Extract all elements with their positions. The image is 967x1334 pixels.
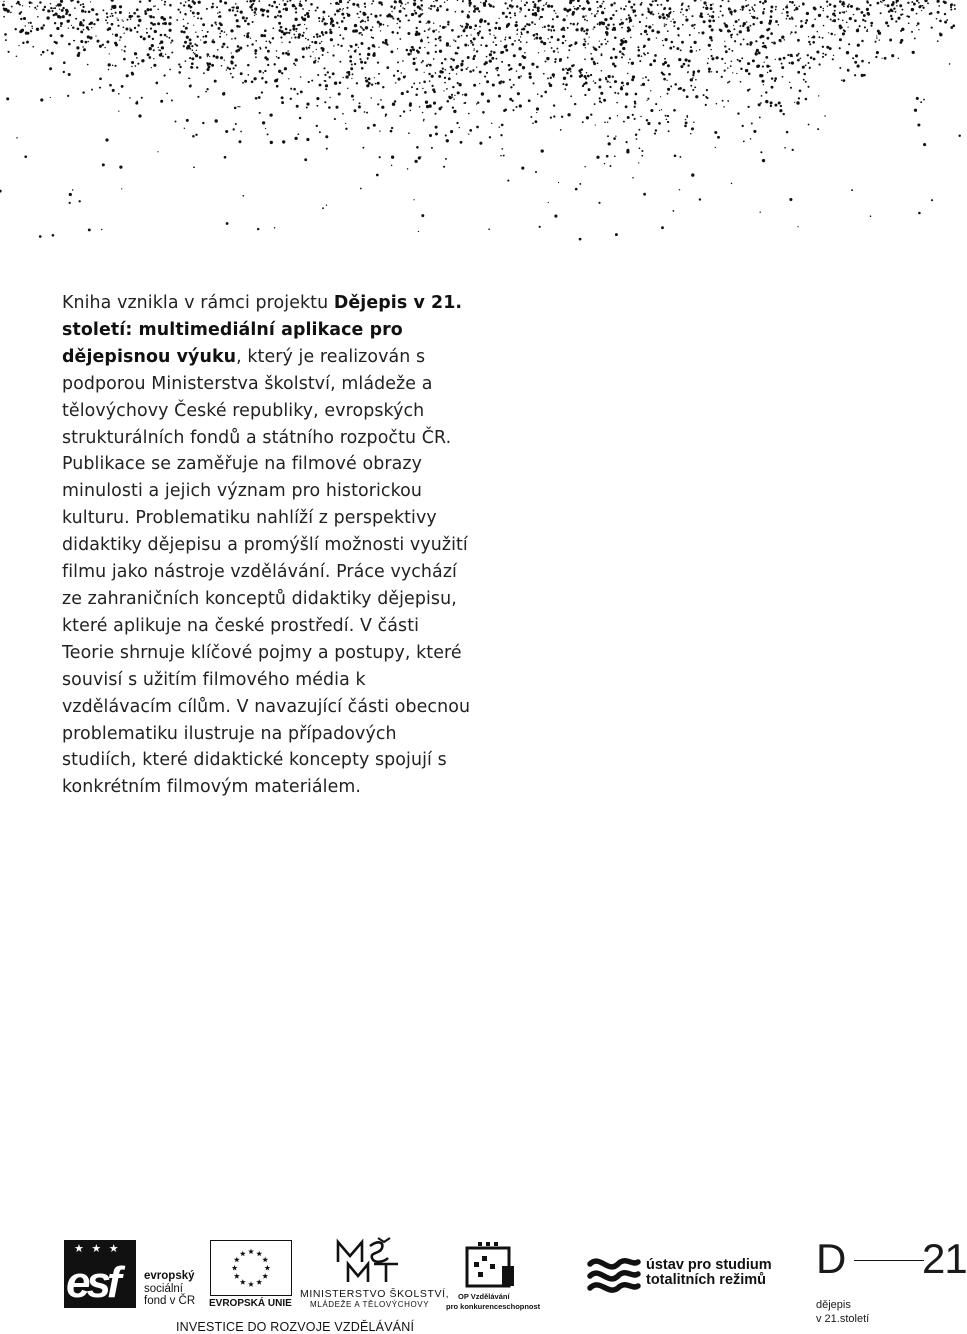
esf-mark xyxy=(64,1240,136,1308)
star-icon: ★ ★ ★ xyxy=(74,1242,121,1255)
ustr-logo xyxy=(586,1250,776,1298)
op-line-1: OP Vzdělávání xyxy=(458,1292,510,1301)
ustr-label xyxy=(646,1258,772,1288)
esf-label xyxy=(144,1270,195,1308)
esf-line-1: evropský xyxy=(144,1270,195,1282)
esf-line-2: sociální xyxy=(144,1282,183,1295)
ustr-line-2: totalitních režimů xyxy=(646,1272,767,1288)
esf-logo xyxy=(64,1240,204,1310)
ustr-waves-icon xyxy=(586,1254,642,1292)
d21-subtitle xyxy=(816,1298,869,1326)
op-mark-icon xyxy=(464,1242,516,1290)
d21-sub-2: v 21.století xyxy=(816,1313,870,1325)
msmt-mark-icon xyxy=(334,1238,406,1284)
book-description-text xyxy=(62,290,474,801)
eu-flag-icon xyxy=(210,1240,292,1296)
eu-logo xyxy=(210,1240,294,1320)
d21-logo xyxy=(816,1235,967,1331)
description-body: , který je realizován s podporou Ministerstva školství, mládeže a tělovýchovy České republiky, evropských strukturálních fondů a státního rozpočtu ČR. Publikace se zaměřuje na filmové obrazy minulosti a jejich význam pro historickou kulturu. Problematiku nahlíží z perspektivy didaktiky dějepisu a promýšlí možnosti využití filmu jako nástroje vzdělávání. Práce vychází ze zahraničních konceptů didaktiky dějepisu, které aplikuje na české prostředí. V části Teorie shrnuje klíčové pojmy a postupy, které souvisí s užitím filmového média k vzdělávacím cílům. V navazující části obecnou problematiku ilustruje na případových studiích, které didaktické koncepty spojují s konkrétním filmovým materiálem. xyxy=(62,346,471,798)
d21-sub-1: dějepis xyxy=(816,1299,851,1311)
esf-line-3: fond v ČR xyxy=(144,1295,196,1307)
spray-texture-decoration xyxy=(0,0,960,240)
d21-number: 21 xyxy=(922,1235,967,1282)
project-name: Dějepis v 21. století: multimediální aplikace pro dějepisnou výuku xyxy=(62,293,463,367)
d21-dash xyxy=(854,1260,924,1261)
op-line-2: pro konkurenceschopnost xyxy=(446,1302,541,1311)
msmt-line-1: MINISTERSTVO ŠKOLSTVÍ, xyxy=(300,1288,450,1300)
partner-logos-bar xyxy=(0,1230,967,1334)
investice-slogan: INVESTICE DO ROZVOJE VZDĚLÁVÁNÍ xyxy=(176,1320,415,1334)
intro-text: Kniha vznikla v rámci projektu xyxy=(62,293,334,313)
esf-letters: esf xyxy=(66,1258,118,1307)
ustr-line-1: ústav pro studium xyxy=(646,1257,772,1273)
eu-label: EVROPSKÁ UNIE xyxy=(209,1298,292,1309)
d21-letter: D xyxy=(816,1235,847,1282)
op-vk-logo xyxy=(446,1242,542,1322)
msmt-line-2: MLÁDEŽE A TĚLOVÝCHOVY xyxy=(310,1300,430,1309)
msmt-logo xyxy=(300,1238,450,1320)
